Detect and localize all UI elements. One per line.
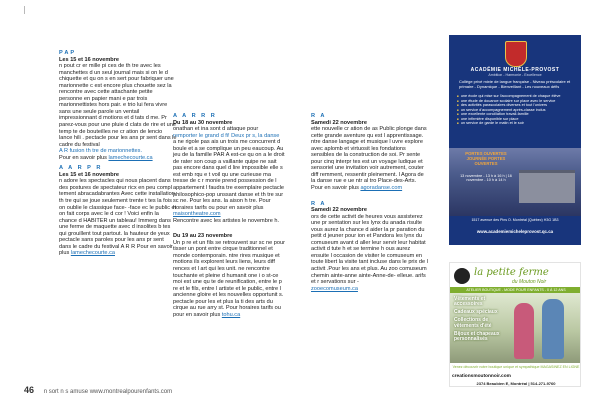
more-info-label: Pour en savoir plus (59, 154, 109, 161)
category-list (454, 297, 506, 345)
event-description: ette nouvelle cr ation de as Public plonge dans cette grande aventure qu est l apprentissage. ntre danse langage et musique l uvre explore avec aplomb et virtuosit les fondations sensibles de la construction de soi. Pr sente pour cinq interpr tes est un voyage ludique et sensoriel une invitation voir autrement, couter diff remment, ressentir pleinement. l Agora de la danse rue e ue ntr al tro Place-des-Arts. (311, 126, 427, 185)
school-features (457, 94, 575, 126)
event-link[interactable]: zooecomuseum.ca (311, 285, 358, 292)
school-website[interactable]: www.academiemicheleprovost.qc.ca (476, 229, 554, 234)
open-house-label: PORTES OUVERTES (465, 151, 507, 156)
event-description: n pout cr er mille pi ces de th tre avec les manchettes d un seul journal mais si on le d chiquette et qu on s en sert pour fabriquer une marionnette c est encore plus chouette sez la rencontre avec cette attachante petite personne en papier mani e par trois marionnettistes hors pair. e trio lui fera vivre sans une seule parole un ventail impressionnant d motions et d tats d me. Pr parez-vous pour une pluie d clats de rire et une temp te de bouteilles ne cr ation de lencio lance hili . pectacle pour les ans pr sent dans le cadre du festival (59, 63, 177, 148)
event-description (173, 240, 287, 319)
event-text: n adore les spectacles qui nous placent dans des postures de spectateur ricx en peu compl tement abracadabrantes Avec cette installation th tre qui se joue seulement trente t tes la fois on oublie le classique face- -face ec le public et on fait corps avec le d cor ! Voici enfin la chance d HABITER un tableau! Immerg dans une ferme de maquette avec d insolites b tes qui grouillent tout partout. la hauteur de yeux pectacle sans paroles pour les ans pr sent dans le cadre du festival A R R Pour en savoir plus (59, 178, 177, 257)
event-link[interactable]: agoradanse.com (360, 185, 403, 192)
page-number: 46 (24, 385, 35, 395)
feature-item: ■ une étude de douance scolaire sur place avec le service (457, 99, 575, 104)
shop-promo: Venez découvrir notre boutique unique et sympathique MAGASINEZ EN LIGNE (452, 365, 580, 369)
school-intro: Collège privé mixte de langue française - Niveau préscolaire et primaire - Dynamique - Bienveillant - Les nouveaux défis (459, 79, 571, 89)
shop-address: 2374 Beaubien E, Montréal | 514-271-9760 (476, 381, 556, 386)
event-date: Samedi 22 novembre (311, 207, 367, 214)
sheep-logo-icon (454, 268, 470, 284)
building-shape (519, 170, 575, 203)
school-crest-icon (505, 41, 527, 67)
event-date: Du 18 au 30 novembre (173, 119, 233, 126)
section-heading: A A R R R (173, 113, 217, 119)
category-item: Cadeaux spéciaux (454, 309, 498, 316)
page-footer (24, 385, 172, 395)
feature-item: ■ une excellente conciliation travail-famille (457, 112, 575, 117)
event-note: Rencontre avec les artistes le novembre h. (173, 217, 280, 224)
event-date: Du 19 au 23 novembre (173, 233, 233, 240)
section-heading: R A (311, 200, 327, 207)
more-info-label: Pour en savoir plus (311, 185, 361, 192)
footer-url[interactable]: www.montrealpourenfants.com (89, 389, 173, 395)
feature-item: ■ un service d'accompagnement après-classe inclus (457, 108, 575, 113)
ferme-ad[interactable] (449, 262, 581, 387)
brand-subtitle: du Mouton Noir (512, 279, 547, 285)
event-date: Les 15 et 16 novembre (59, 56, 120, 63)
open-house-title (457, 152, 515, 166)
category-item: Collections de vêtements d'été (454, 317, 492, 329)
category-item: Bijoux et chapeaux personnalisés (454, 330, 500, 342)
event-link[interactable]: lamechecourte.ca (70, 250, 115, 257)
feature-item: ■ un service de garde le matin et le soir (457, 121, 575, 126)
child-figure (542, 299, 564, 359)
event-date: Samedi 22 novembre (311, 119, 367, 126)
column-2 (173, 113, 287, 318)
school-address: 1517 avenue des Pins O. Montréal (Québec) H3G 1B3 (471, 218, 559, 222)
academie-ad[interactable] (449, 35, 581, 245)
event-text: Un p re et un fils se retrouvent sur sc ne pour tisser un pont entre cirque traditionnel et monde contemporain. ntre rires musique et motions ils explorent leurs liens, leurs diff rences et l art qui les unit. ne rencontre touchante et pleine d humanit one i o st-ce moi est une qu te de reunification, entre le p re et le fils, entre l artiste et le public, entre l ancienne gloire et les nouvelles opportunit s. pectacle pour les et plus la ti des arts du cirque au rue arry st. Pour horaires tarifs ou pour en savoir plus (173, 239, 285, 318)
top-rule (24, 6, 25, 14)
event-description: ors de cette activit de heures vous assisterez une pr sentation sur les lynx du anada risulte vous aurez la chance d aider la pr paration du petit d jeuner pour ion et Pandora les lynx du comuseum avant d aller leur servir leur habitat activit d tute h et se termine h ous aurez ensuite l occasion de visiter le comuseum en toute libert la visite tant incluse dans le prix de l activit .Pour les ans et plus. Au zoo comuseum chemin ainte-anne ainte-Anne-de- elleue. arifs et r servations sur - (311, 213, 428, 286)
event-intro: onathan et ina sont d attaque pour (173, 126, 259, 133)
column-3 (311, 113, 429, 292)
event-link[interactable]: tohu.ca (221, 311, 241, 318)
event-link[interactable]: lamechecourte.ca (108, 154, 153, 161)
event-link[interactable]: maisontheatre.com (173, 211, 221, 218)
section-heading: R A (311, 113, 327, 119)
feature-item: ■ une infirmière disponible sur place (457, 117, 575, 122)
column-1 (59, 50, 177, 257)
festival-name: A R fusion th tre de marionnettes. (59, 148, 143, 155)
event-description: a ne rigole pas ais un trois me concurrent d boule et a se complique un peu eaucoup. Au jeu de la famille PAR A est-ce qu on a le droit de rater son coup a vaillante quipe ne sait pas encore dans quel d lire impossible elle s est emb rqu e t voil qu une curieuse ma tresse de c r monie prend possession de l appartement l faudra tre exemplaire pectacle philosophico-pop unssant danse et th tre sur sc ne. Pour les ans. la aison h tre. Pour horaires tarifs ou pour en savoir plus (173, 139, 285, 211)
section-heading: A A R P R (59, 165, 103, 172)
event-date: Les 15 et 16 novembre (59, 171, 120, 178)
school-motto: Ambition - Harmonie - Excellence (488, 73, 542, 77)
shop-website[interactable]: creationsmoutonnoir.com (452, 374, 511, 379)
section-heading: PAP (59, 50, 77, 56)
footer-section: n sort n s amuse (43, 389, 89, 395)
brand-band: ATELIER BOUTIQUE - MODE POUR ENFANTS - 0 À 12 ANS (450, 287, 581, 293)
open-house-dates: 13 novembre - 13 h à 16 h | 16 novembre - 10 h à 14 h (460, 174, 512, 183)
child-figure (514, 303, 534, 359)
feature-item: ■ des activités parascolaires diverses et tout l'univers (457, 103, 575, 108)
event-highlight: remporter le grand d fi! Deux pr s, la danse (173, 132, 280, 139)
school-name: ACADÉMIE MICHÈLE-PROVOST (470, 67, 560, 73)
brand-name: la petite ferme (474, 267, 549, 278)
category-item: Vêtements et accessoires (454, 296, 486, 308)
feature-item: ■ une école qui mise sur l'accompagnement de chaque élève (457, 94, 575, 99)
open-house-sub: JOURNÉE PORTES OUVERTES (466, 155, 506, 166)
event-description (59, 178, 177, 257)
